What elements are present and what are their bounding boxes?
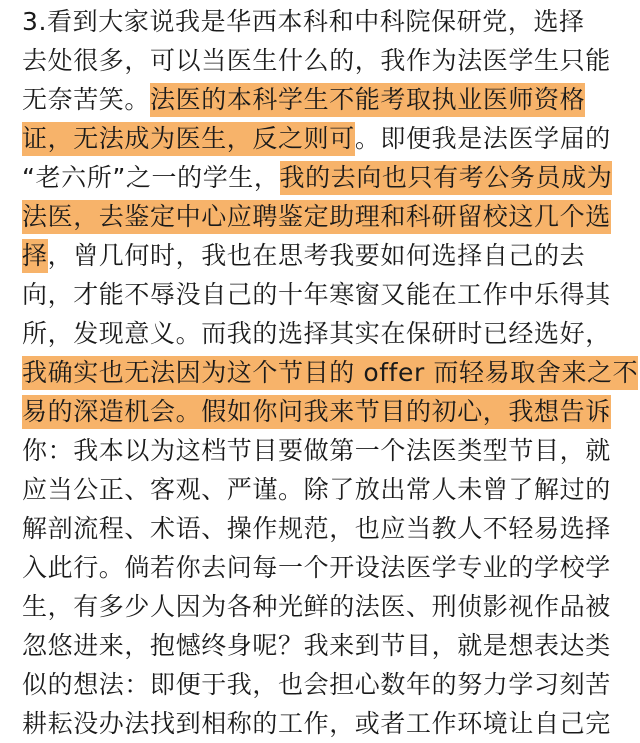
highlighted-text: 易的深造机会。假如你问我来节目的初心，我想告诉 xyxy=(22,395,611,429)
text-segment: 入此行。倘若你去问每一个开设法医学专业的学校学 xyxy=(22,553,611,582)
text-segment: 似的想法：即便于我，也会担心数年的努力学习刻苦 xyxy=(22,670,611,699)
text-line xyxy=(22,353,639,392)
text-segment: 3.看到大家说我是华西本科和中科院保研党，选择 xyxy=(22,7,585,36)
article-body xyxy=(22,0,639,743)
text-segment: 忽悠进来，抱憾终身呢？我来到节目，就是想表达类 xyxy=(22,631,611,660)
text-line xyxy=(22,509,632,548)
text-segment: 。即便我是法医学届的 xyxy=(354,124,611,153)
text-line xyxy=(22,2,632,41)
text-segment: 应当公正、客观、严谨。除了放出常人未曾了解过的 xyxy=(22,475,611,504)
text-segment: 所，发现意义。而我的选择其实在保研时已经选好， xyxy=(22,319,611,348)
text-line xyxy=(22,704,632,743)
text-line xyxy=(22,548,632,587)
text-line xyxy=(22,587,632,626)
text-segment: 你：我本以为这档节目要做第一个法医类型节目，就 xyxy=(22,436,611,465)
text-segment: “老六所”之一的学生， xyxy=(22,163,280,192)
text-line xyxy=(22,197,632,236)
text-line xyxy=(22,41,632,80)
text-line xyxy=(22,275,632,314)
text-segment: 无奈苦笑。 xyxy=(22,85,151,114)
text-segment: 生，有多少人因为各种光鲜的法医、刑侦影视作品被 xyxy=(22,592,611,621)
highlighted-text: 法医的本科学生不能考取执业医师资格 xyxy=(150,83,585,117)
text-line xyxy=(22,665,632,704)
text-line xyxy=(22,431,632,470)
text-line xyxy=(22,158,632,197)
text-line xyxy=(22,392,632,431)
text-line xyxy=(22,470,632,509)
highlighted-text: 我确实也无法因为这个节目的 offer 而轻易取舍来之不 xyxy=(22,356,638,390)
text-line xyxy=(22,80,632,119)
highlighted-text: 择 xyxy=(22,239,48,273)
text-line xyxy=(22,626,632,665)
highlighted-text: 我的去向也只有考公务员成为 xyxy=(280,161,613,195)
highlighted-text: 证，无法成为医生，反之则可 xyxy=(22,122,355,156)
text-segment: 耕耘没办法找到相称的工作，或者工作环境让自己完 xyxy=(22,709,611,738)
text-segment: 去处很多，可以当医生什么的，我作为法医学生只能 xyxy=(22,46,611,75)
text-line xyxy=(22,236,632,275)
text-segment: 解剖流程、术语、操作规范，也应当教人不轻易选择 xyxy=(22,514,611,543)
text-segment: 向，才能不辱没自己的十年寒窗又能在工作中乐得其 xyxy=(22,280,611,309)
text-line xyxy=(22,119,632,158)
highlighted-text: 法医，去鉴定中心应聘鉴定助理和科研留校这几个选 xyxy=(22,200,611,234)
text-line xyxy=(22,314,632,353)
text-segment: ，曾几何时，我也在思考我要如何选择自己的去 xyxy=(47,241,586,270)
